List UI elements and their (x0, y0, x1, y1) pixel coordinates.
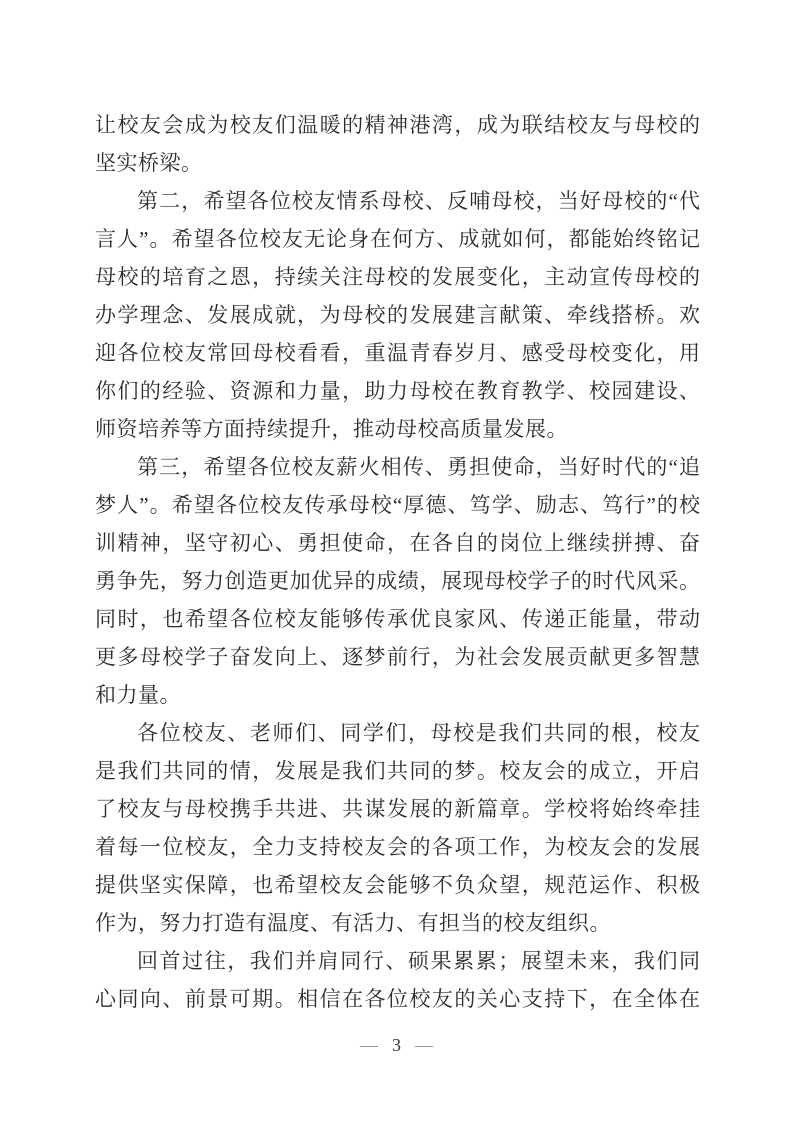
page-footer (0, 1032, 793, 1058)
text-line: 回首过往，我们并肩同行、硕果累累；展望未来，我们同 (137, 949, 700, 973)
text-line: 着每一位校友，全力支持校友会的各项工作，为校友会的发展 (95, 835, 700, 859)
document-body (95, 106, 700, 1018)
text-line: 勇争先，努力创造更加优异的成绩，展现母校学子的时代风采。 (95, 569, 700, 593)
text-line: 和力量。 (95, 683, 181, 707)
footer-dash-right: — (415, 1035, 433, 1055)
text-line: 你们的经验、资源和力量，助力母校在教育教学、校园建设、 (95, 379, 700, 403)
text-line: 第二，希望各位校友情系母校、反哺母校，当好母校的“代 (137, 189, 700, 213)
text-line: 母校的培育之恩，持续关注母校的发展变化，主动宣传母校的 (95, 265, 700, 289)
text-line: 让校友会成为校友们温暖的精神港湾，成为联结校友与母校的 (95, 113, 700, 137)
page-number: 3 (392, 1035, 401, 1055)
text-line: 训精神，坚守初心、勇担使命，在各自的岗位上继续拼搏、奋 (95, 531, 700, 555)
text-line: 是我们共同的情，发展是我们共同的梦。校友会的成立，开启 (95, 759, 700, 783)
text-line: 作为，努力打造有温度、有活力、有担当的校友组织。 (95, 911, 611, 935)
text-line: 言人”。希望各位校友无论身在何方、成就如何，都能始终铭记 (95, 227, 700, 251)
text-line: 提供坚实保障，也希望校友会能够不负众望，规范运作、积极 (95, 873, 700, 897)
footer-dash-left: — (360, 1035, 378, 1055)
text-line: 各位校友、老师们、同学们，母校是我们共同的根，校友 (137, 721, 700, 745)
text-line: 了校友与母校携手共进、共谋发展的新篇章。学校将始终牵挂 (95, 797, 700, 821)
text-line: 师资培养等方面持续提升，推动母校高质量发展。 (95, 417, 568, 441)
text-line: 梦人”。希望各位校友传承母校“厚德、笃学、励志、笃行”的校 (95, 493, 700, 517)
text-line: 心同向、前景可期。相信在各位校友的关心支持下，在全体在 (95, 987, 700, 1011)
text-line: 更多母校学子奋发向上、逐梦前行，为社会发展贡献更多智慧 (95, 645, 700, 669)
text-line: 办学理念、发展成就，为母校的发展建言献策、牵线搭桥。欢 (95, 303, 700, 327)
text-line: 同时，也希望各位校友能够传承优良家风、传递正能量，带动 (95, 607, 700, 631)
text-line: 第三，希望各位校友薪火相传、勇担使命，当好时代的“追 (137, 455, 700, 479)
text-line: 坚实桥梁。 (95, 151, 203, 175)
text-line: 迎各位校友常回母校看看，重温青春岁月、感受母校变化，用 (95, 341, 700, 365)
